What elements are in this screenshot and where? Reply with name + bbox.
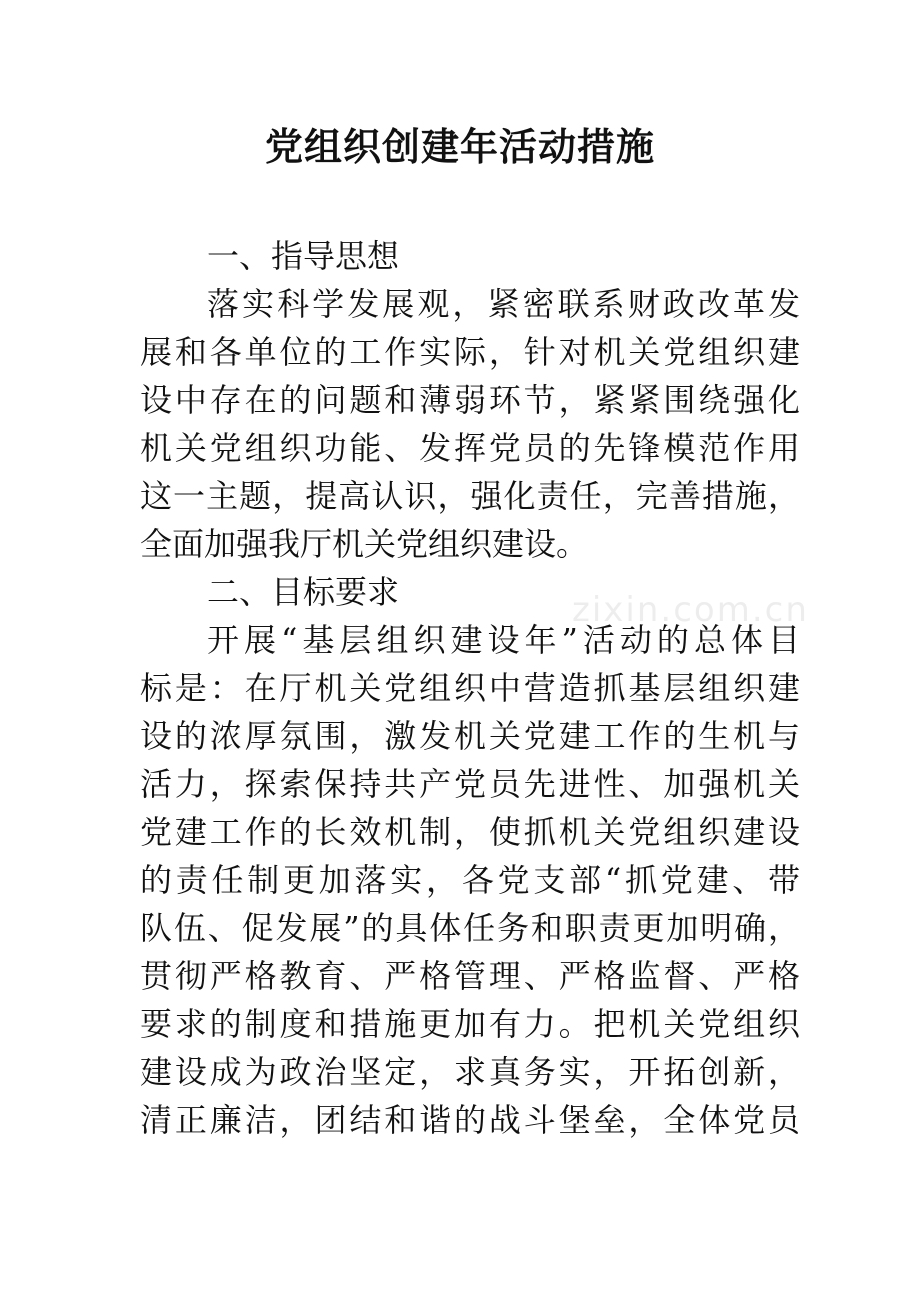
document-title: 党组织创建年活动措施 <box>264 125 655 169</box>
paragraph-line: 建设成为政治坚定，求真务实，开拓创新， <box>140 1053 800 1091</box>
paragraph-line: 清正廉洁，团结和谐的战斗堡垒，全体党员 <box>140 1101 800 1139</box>
paragraph-line: 落实科学发展观，紧密联系财政改革发 <box>207 285 800 323</box>
paragraph-line: 贯彻严格教育、严格管理、严格监督、严格 <box>140 957 800 995</box>
section-heading: 一、指导思想 <box>207 237 400 275</box>
paragraph-line: 活力，探索保持共产党员先进性、加强机关 <box>140 765 800 803</box>
paragraph-line: 标是：在厅机关党组织中营造抓基层组织建 <box>140 669 800 707</box>
paragraph-line: 设中存在的问题和薄弱环节，紧紧围绕强化 <box>140 381 800 419</box>
watermark: zixin.com.cn <box>572 590 809 630</box>
paragraph-line: 队伍、促发展”的具体任务和职责更加明确， <box>140 909 800 947</box>
paragraph-line: 展和各单位的工作实际，针对机关党组织建 <box>140 333 800 371</box>
document-body <box>140 232 800 1144</box>
paragraph-line: 这一主题，提高认识，强化责任，完善措施， <box>140 477 800 515</box>
paragraph-line: 要求的制度和措施更加有力。把机关党组织 <box>140 1005 800 1043</box>
paragraph-line: 开展“基层组织建设年”活动的总体目 <box>207 621 800 659</box>
paragraph-line: 全面加强我厅机关党组织建设。 <box>140 525 589 563</box>
paragraph-line: 的责任制更加落实，各党支部“抓党建、带 <box>140 861 800 899</box>
paragraph-line: 设的浓厚氛围，激发机关党建工作的生机与 <box>140 717 800 755</box>
paragraph-line: 党建工作的长效机制，使抓机关党组织建设 <box>140 813 800 851</box>
section-heading: 二、目标要求 <box>207 573 400 611</box>
paragraph-line: 机关党组织功能、发挥党员的先锋模范作用 <box>140 429 800 467</box>
